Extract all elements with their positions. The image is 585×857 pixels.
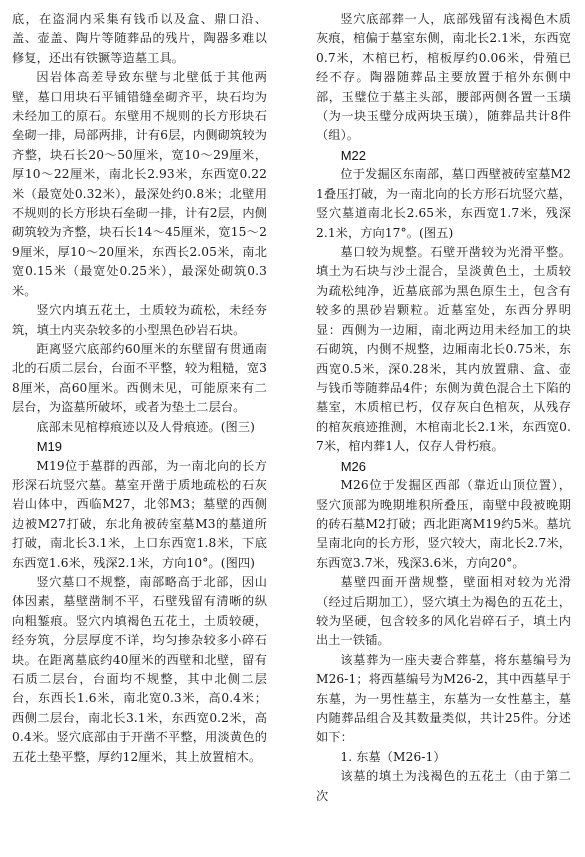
section-heading-m22: M22 [340, 147, 366, 163]
right-column [316, 10, 571, 806]
left-column [12, 10, 267, 767]
section-heading-m19: M19 [36, 438, 62, 454]
paragraph: M26位于发掘区西部（靠近山顶位置），竖穴顶部为晚期堆积所叠压，南壁中段被晚期的砖石墓M2打破；西北距离M19约5米。墓坑呈南北向的长方形，竖穴较大，南北长2.7米，东西宽3.7米，残深3.6米，方向20°。 [316, 478, 571, 570]
paragraph: 竖穴墓口不规整，南部略高于北部，因山体因素，墓壁凿制不平，石壁残留有清晰的纵向粗錾痕。竖穴内填褐色五花土，土质较硬，经夯筑，分层厚度不详，均匀掺杂较多小碎石块。在距离墓底约40厘米的西壁和北壁，留有石质二层台，台面均不规整，其中北侧二层台，东西长1.6米，南北宽0.3米，高0.4米；西侧二层台，南北长3.1米，东西宽0.2米，高0.4米。竖穴底部由于开凿不平整，用淡黄色的五花土垫平整，厚约12厘米，其上放置棺木。 [12, 574, 267, 764]
paragraph: 墓壁四面开凿规整，壁面相对较为光滑（经过后期加工），竖穴填土为褐色的五花土，较为坚硬，包含较多的风化岩碎石子，填土内出土一铁锸。 [316, 575, 571, 648]
paragraph: 竖穴内填五花土，土质较为疏松，未经夯筑，填土内夹杂较多的小型黑色砂岩石块。 [12, 303, 267, 337]
paragraph: 该墓葬为一座夫妻合葬墓，将东墓编号为M26-1；将西墓编号为M26-2，其中西墓早于东墓，为一男性墓主，东墓为一女性墓主，墓内随葬品组合及其数量类似，共计25件。分述如下： [316, 652, 571, 745]
paragraph: 因岩体高差导致东壁与北壁低于其他两壁，墓口用块石平铺错缝垒砌齐平，块石均为未经加工的原石。东壁用不规则的长方形块石垒砌一排，局部两排，计有6层，内侧砌筑较为齐整，块石长20～50厘米，宽10～29厘米，厚10～22厘米，南北长2.93米，东西宽0.22米（最宽处0.32米），最深处约0.8米；北壁用不规则的长方形块石垒砌一排，计有2层，内侧砌筑较为齐整，块石长14～45厘米，宽15～29厘米，厚10～20厘米，东西长2.05米，南北宽0.15米（最宽处0.25米），最深处砌筑0.3米。 [12, 70, 267, 298]
section-heading-m26: M26 [340, 458, 366, 474]
paragraph: 墓口较为规整。石壁开凿较为光滑平整。填土为石块与沙土混合，呈淡黄色土，土质较为疏松纯净，近墓底部为黑色原生土，包含有较多的黑砂岩颗粒。近墓室处，东西分界明显：西侧为一边厢，南北两边用未经加工的块石砌筑，内侧不规整，边厢南北长0.75米，东西宽0.5米，深0.28米，其内放置鼎、盒、壶与钱币等随葬品4件；东侧为黄色混合土下陷的墓室，木质棺已朽，仅存灰白色棺灰，从残存的棺灰痕迹推测，木棺南北长2.1米，东西宽0.7米，棺内葬1人，仅存人骨朽痕。 [316, 245, 571, 454]
paragraph: M19位于墓群的西部，为一南北向的长方形深石坑竖穴墓。墓室开凿于质地疏松的石灰岩山体中，西临M27，北邻M3；墓壁的西侧边被M27打破，东北角被砖室墓M3的墓道所打破，南北长3.1米，上口东西宽1.8米，下底东西宽1.6米，残深2.1米，方向10°。(图四) [12, 458, 267, 570]
paragraph: 位于发掘区东南部，墓口西壁被砖室墓M21叠压打破，为一南北向的长方形石坑竖穴墓，竖穴墓道南北长2.65米，东西宽1.7米，残深2.1米，方向17°。(图五) [316, 167, 571, 240]
paragraph: 竖穴底部葬一人，底部残留有浅褐色木质灰痕，棺偏于墓室东侧，南北长2.1米，东西宽0.7米，木棺已朽，棺板厚约0.06米，骨殖已经不存。陶器随葬品主要放置于棺外东侧中部，玉璧位于墓主头部，腰部两侧各置一玉璜（为一块玉璧分成两块玉璜），随葬品共计8件（组）。 [316, 12, 571, 143]
paragraph: 1. 东墓（M26-1） [340, 749, 446, 764]
paragraph: 该墓的填土为浅褐色的五花土（由于第二次 [316, 769, 571, 803]
paragraph: 底，在盗洞内采集有钱币以及盒、鼎口沿、盖、壶盖、陶片等随葬品的残片，陶器多难以修复，还出有铁镢等造墓工具。 [12, 12, 267, 65]
paragraph: 底部未见棺椁痕迹以及人骨痕迹。(图三) [36, 419, 255, 434]
paragraph: 距离竖穴底部约60厘米的东壁留有贯通南北的石质二层台，台面不平整，较为粗糙，宽38厘米，高60厘米。西侧未见，可能原来有二层台，为盗墓所破坏，或者为垫土二层台。 [12, 341, 267, 415]
